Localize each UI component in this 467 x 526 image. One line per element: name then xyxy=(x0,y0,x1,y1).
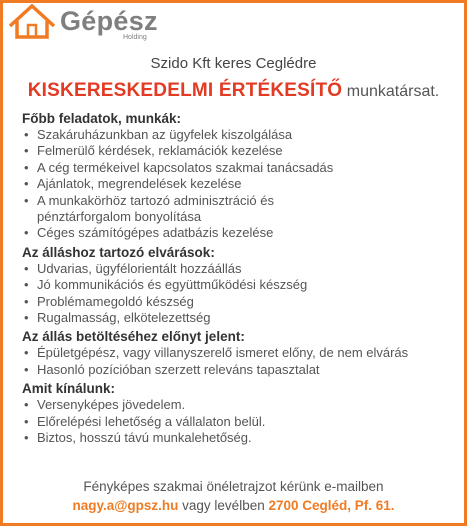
list-item: • Szakáruházunkban az ügyfelek kiszolgálása xyxy=(22,127,457,143)
advantages-list xyxy=(22,345,457,378)
postal-address: 2700 Cegléd, Pf. 61. xyxy=(268,498,395,513)
list-item: • Rugalmasság, elkötelezettség xyxy=(22,310,457,326)
logo-subtitle: Holding xyxy=(123,34,147,41)
intro-text: Szido Kft keres Ceglédre xyxy=(150,55,317,72)
section-title: Az állás betöltéséhez előnyt jelent: xyxy=(22,329,245,345)
house-icon xyxy=(8,4,58,40)
position-title: KISKERESKEDELMI ÉRTÉKESÍTŐ xyxy=(27,80,343,101)
list-item: • Ajánlatok, megrendelések kezelése xyxy=(22,176,457,192)
headline xyxy=(0,80,467,102)
list-item: • Versenyképes jövedelem. xyxy=(22,397,457,413)
list-item: • A cég termékeivel kapcsolatos szakmai tanácsadás xyxy=(22,160,457,176)
list-item: • Biztos, hosszú távú munkalehetőség. xyxy=(22,430,457,446)
list-item: • Céges számítógépes adatbázis kezelése xyxy=(22,225,457,241)
logo-name: Gépész xyxy=(60,6,158,36)
contact-line xyxy=(0,496,467,515)
company-logo xyxy=(8,4,178,40)
requirements-list xyxy=(22,261,457,327)
headline-rest: munkatársat. xyxy=(346,83,440,100)
list-item: • Felmerülő kérdések, reklamációk kezelése xyxy=(22,143,457,159)
list-item: • Udvarias, ügyfélorientált hozzáállás xyxy=(22,261,457,277)
task-list xyxy=(22,127,457,242)
job-details xyxy=(22,110,457,449)
email-link[interactable]: nagy.a@gpsz.hu xyxy=(72,498,179,513)
section-title: Főbb feladatok, munkák: xyxy=(22,111,182,126)
list-item: • Jó kommunikációs és együttműködési készség xyxy=(22,277,457,293)
contact-footer xyxy=(0,477,467,515)
application-request: Fényképes szakmai önéletrajzot kérünk e-mailben xyxy=(83,479,384,494)
contact-middle: vagy levélben xyxy=(182,498,265,513)
list-item: • Előrelépési lehetőség a vállalaton belül. xyxy=(22,414,457,430)
section-title: Amit kínálunk: xyxy=(22,381,116,397)
list-item: • Problémamegoldó készség xyxy=(22,294,457,310)
list-item: • Épületgépész, vagy villanyszerelő ismeret előny, de nem elvárás xyxy=(22,345,457,361)
list-item: • A munkakörhöz tartozó adminisztráció és pénztárforgalom bonyolítása xyxy=(22,193,322,226)
offer-list xyxy=(22,397,457,446)
list-item: • Hasonló pozícióban szerzett releváns tapasztalat xyxy=(22,362,457,378)
section-title: Az álláshoz tartozó elvárások: xyxy=(22,244,215,260)
